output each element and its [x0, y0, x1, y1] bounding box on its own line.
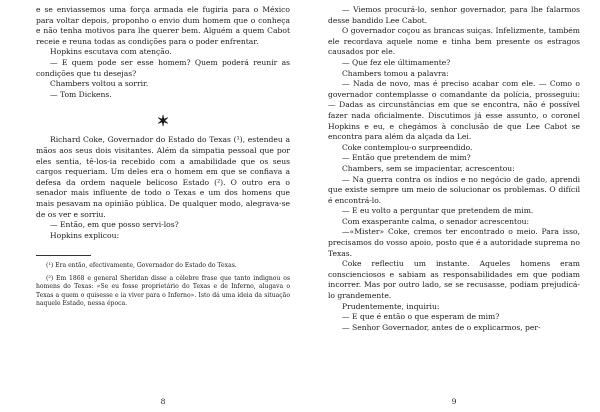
- right-paragraph-5: — Nada de novo, mas é preciso acabar com ele. — Como o governador contemplasse o comandante da polícia, prosseguiu: — Dadas as circunstâncias em que se encontra, não é possível fazer nada oficialmente. Discutimos já esse assunto, o coronel Hopkins e eu, e chegámos à conclusão de que Lee Cabot se encontra para além da alçada da Lei.: [328, 79, 580, 142]
- right-paragraph-3: — Que fez ele últimamente?: [342, 57, 451, 67]
- footnote-rule: [36, 255, 91, 256]
- right-paragraph-4: Chambers tomou a palavra:: [342, 68, 449, 78]
- right-paragraph-6: Coke contemplou-o surpreendido.: [342, 142, 473, 152]
- right-paragraph-14: Prudentemente, inquiriu:: [342, 301, 440, 311]
- left-paragraph-4: Chambers voltou a sorrir.: [50, 79, 149, 89]
- right-paragraph-1: — Viemos procurá-lo, senhor governador, para lhe falarmos desse bandido Lee Cabot.: [328, 5, 580, 25]
- right-paragraph-9: — Na guerra contra os índios e no negócio de gado, aprendi que existe sempre um meio de solucionar os problemas. O difícil é encontrá-lo.: [328, 174, 580, 205]
- section-separator: ✶: [156, 112, 170, 131]
- left-paragraph-1: e se enviassemos uma força armada ele fugiria para o México para voltar depois, proponho o envio dum homem que o conheça e não tenha motivos para lhe querer bem. Alguém a quem Cabot receie e reuna todas as condições para o poder enfrentar.: [36, 5, 290, 46]
- page-number-right: 9: [451, 397, 457, 406]
- left-paragraph-3: — E quem pode ser esse homem? Quem poderá reunir as condições que tu desejas?: [36, 57, 290, 78]
- left-paragraph-8: Hopkins explicou:: [50, 230, 120, 240]
- right-paragraph-10: — E eu volto a perguntar que pretendem de mim.: [342, 206, 534, 216]
- left-paragraph-5: — Tom Dickens.: [50, 89, 112, 99]
- footnote-2: (²) Em 1868 e general Sheridan disse a célebre frase que tanto indignou os homens do Texas: «Se eu fosse proprietário do Texas e de Inferno, alugava o Texas a quem o quisesse e ia viver para o Inferno». Isto dá uma ideia da situação naquele Estado, nessa época.: [36, 274, 290, 307]
- right-paragraph-13: Coke reflectiu um instante. Aqueles homens eram conscienciosos e sabiam as responsabilidades em que podiam incorrer. Mas por outro lado, se se recusasse, podiam prejudicá-lo grandemente.: [328, 259, 580, 301]
- right-paragraph-2: O governador coçou as brancas suiças. Infelizmente, também ele recordava aquele nome e tinha bem presente os estragos causados por ele.: [328, 26, 580, 57]
- right-paragraph-7: — Então que pretendem de mim?: [342, 153, 471, 163]
- right-paragraph-11: Com exasperante calma, o senador acrescentou:: [342, 216, 530, 226]
- left-paragraph-6: Richard Coke, Governador do Estado do Texas (¹), estendeu a mãos aos seus dois visitantes. Além da simpatia pessoal que por eles sentia, tê-los-ia recebido com a amabilidade que os seus cargos requeriam. Um deles era o homem em que se confiava a defesa da ordem naquele belicoso Estado (²). O outro era o senador mais influente de todo o Texas e um dos homens que mais pesavam na opinião pública. De qualquer modo, alegrava-se de os ver e sorriu.: [36, 135, 290, 219]
- left-paragraph-7: — Então, em que posso servi-los?: [50, 220, 179, 230]
- right-page: [300, 0, 600, 412]
- right-paragraph-16: — Senhor Governador, antes de o explicarmos, per-: [342, 322, 541, 332]
- footnote-1: (¹) Era então, efectivamente, Governador do Estado do Texas.: [46, 262, 237, 270]
- left-paragraph-2: Hopkins escutava com atenção.: [50, 47, 172, 57]
- right-paragraph-15: — E que é então o que esperam de mim?: [342, 312, 500, 322]
- right-paragraph-12: —«Mister» Coke, cremos ter encontrado o meio. Para isso, precisamos do vosso apoio, posto que é a autoridade suprema no Texas.: [328, 227, 580, 258]
- page-number-left: 8: [160, 397, 166, 406]
- right-paragraph-8: Chambers, sem se impacientar, acrescentou:: [342, 163, 515, 173]
